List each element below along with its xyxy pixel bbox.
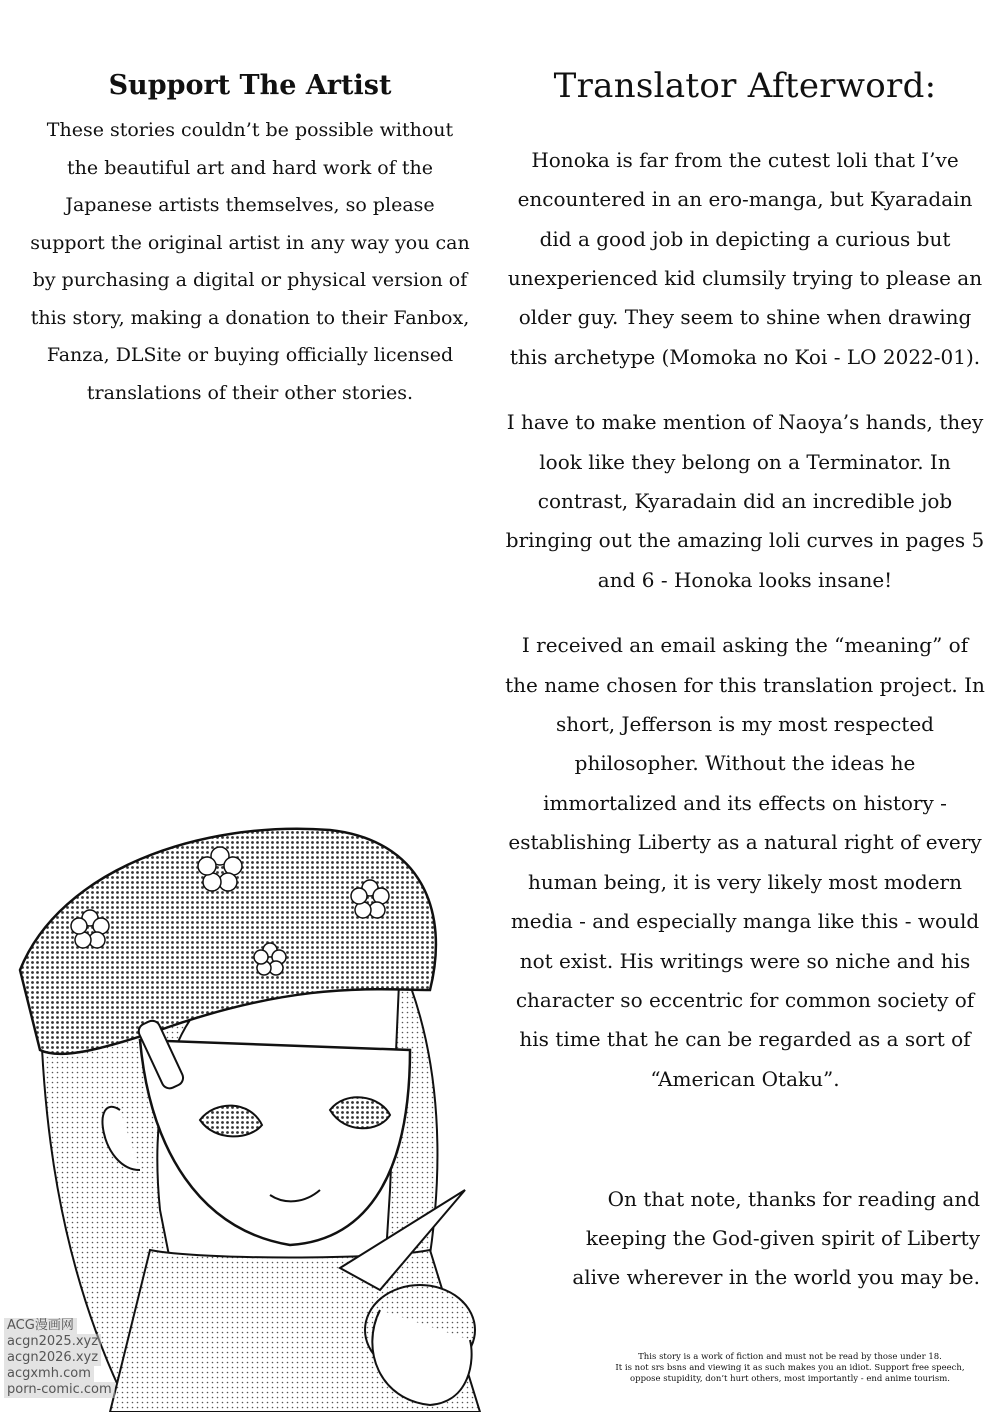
watermark-line: ACG漫画网 <box>4 1318 77 1334</box>
disclaimer-notice <box>600 1352 980 1385</box>
afterword-paragraph-2: I have to make mention of Naoya’s hands, they look like they belong on a Terminator. In contrast, Kyaradain did an incredible job bringing out the amazing loli curves in pages 5 and 6 - Honoka looks insane! <box>505 410 985 592</box>
watermark-line: porn-comic.com <box>4 1382 115 1398</box>
afterword-title: Translator Afterword: <box>553 66 937 106</box>
disclaimer-line: This story is a work of fiction and must not be read by those under 18. <box>638 1352 942 1362</box>
afterword-closing: On that note, thanks for reading and keeping the God-given spirit of Liberty alive wherever in the world you may be. <box>572 1187 980 1289</box>
support-artist-title: Support The Artist <box>108 70 392 101</box>
afterword-paragraph-3: I received an email asking the “meaning” of the name chosen for this translation project. In short, Jefferson is my most respected philosopher. Without the ideas he immortalized and its effects on history - establishing Liberty as a natural right of every human being, it is very likely most modern media - and especially manga like this - would not exist. His writings were so niche and his character so eccentric for common society of his time that he can be regarded as a sort of “American Otaku”. <box>505 633 985 1091</box>
watermark-line: acgxmh.com <box>4 1366 94 1382</box>
afterword-paragraph-1: Honoka is far from the cutest loli that I’ve encountered in an ero-manga, but Kyaradain did a good job in depicting a curious but unexperienced kid clumsily trying to please an older guy. They seem to shine when drawing this archetype (Momoka no Koi - LO 2022-01). <box>507 147 983 369</box>
translator-afterword-section <box>505 66 985 1125</box>
support-artist-section <box>30 70 470 412</box>
site-watermark <box>4 1318 154 1398</box>
disclaimer-line: It is not srs bsns and viewing it as such makes you an idiot. Support free speech, <box>615 1363 965 1373</box>
support-artist-body: These stories couldn’t be possible without the beautiful art and hard work of the Japanese artists themselves, so please support the original artist in any way you can by purchasing a digital or physical version of this story, making a donation to their Fanbox, Fanza, DLSite or buying officially licensed translations of their other stories. <box>30 119 470 404</box>
watermark-line: acgn2025.xyz <box>4 1334 101 1350</box>
watermark-line: acgn2026.xyz <box>4 1350 101 1366</box>
disclaimer-line: oppose stupidity, don’t hurt others, most importantly - end anime tourism. <box>630 1374 950 1384</box>
